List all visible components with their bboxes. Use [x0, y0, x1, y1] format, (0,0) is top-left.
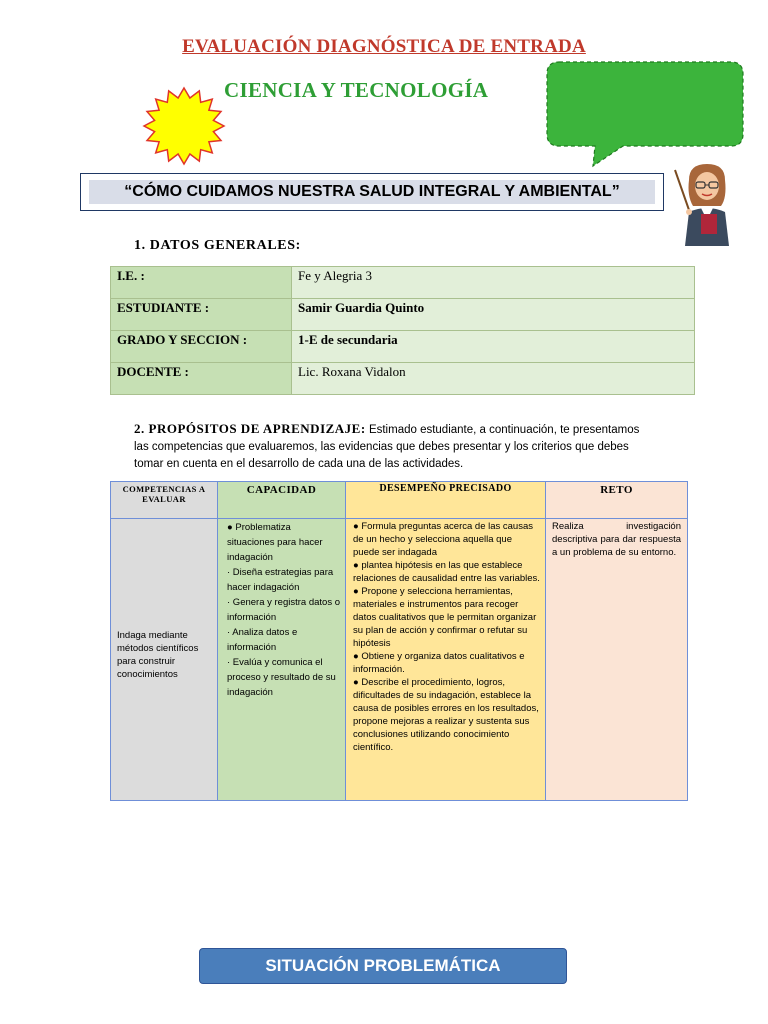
row-label-docente: DOCENTE :: [111, 363, 292, 395]
row-label-grado: GRADO Y SECCION :: [111, 331, 292, 363]
header-reto: RETO: [546, 482, 688, 519]
situacion-problematica-button[interactable]: SITUACIÓN PROBLEMÁTICA: [199, 948, 567, 984]
document-title: EVALUACIÓN DIAGNÓSTICA DE ENTRADA: [182, 36, 586, 57]
header-capacidad: CAPACIDAD: [218, 482, 346, 519]
list-item: · Evalúa y comunica el proceso y resultado de su indagación: [227, 657, 336, 698]
list-item: · Diseña estrategias para hacer indagación: [227, 567, 334, 593]
capacidad-cell: [218, 519, 346, 801]
teacher-illustration: [667, 162, 745, 246]
list-item: · Genera y registra datos o información: [227, 597, 340, 623]
table-row: [111, 267, 695, 299]
table-row: [111, 363, 695, 395]
section-heading-propositos: 2. PROPÓSITOS DE APRENDIZAJE:: [134, 421, 366, 436]
list-item: · Analiza datos e información: [227, 627, 298, 653]
row-value-estudiante: Samir Guardia Quinto: [292, 299, 695, 331]
table-row: [111, 519, 688, 801]
row-value-ie: Fe y Alegria 3: [292, 267, 695, 299]
topic-banner: [80, 173, 664, 211]
list-item: ● Obtiene y organiza datos cualitativos e información.: [353, 651, 525, 675]
section-intro-text: Estimado estudiante, a continuación, te presentamos las competencias que evaluaremos, las evidencias que debes presentar y los criterios que debes tomar en cuenta en el desarrollo de cada una de las actividades.: [134, 424, 640, 470]
document-subtitle: CIENCIA Y TECNOLOGÍA: [224, 78, 489, 102]
list-item: ● Propone y selecciona herramientas, materiales e instrumentos para recoger datos cualitativos que le permitan organizar su plan de acción y confirmar o refutar su hipótesis: [353, 586, 537, 649]
header-desempeno: DESEMPEÑO PRECISADO: [346, 482, 546, 519]
row-value-grado: 1-E de secundaria: [292, 331, 695, 363]
list-item: ● Describe el procedimiento, logros, dificultades de su indagación, establece la causa de posibles errores en los resultados, propone mejoras a realizar y sustenta sus conclusiones utilizando conocimiento científico.: [353, 677, 539, 753]
desempeno-cell: [346, 519, 546, 801]
topic-text: “CÓMO CUIDAMOS NUESTRA SALUD INTEGRAL Y AMBIENTAL”: [89, 180, 655, 204]
section-heading-datos-generales: 1. DATOS GENERALES:: [134, 238, 301, 253]
table-row: [111, 299, 695, 331]
table-header-row: [111, 482, 688, 519]
competencia-cell: Indaga mediante métodos científicos para construir conocimientos: [111, 519, 218, 801]
table-row: [111, 331, 695, 363]
row-label-estudiante: ESTUDIANTE :: [111, 299, 292, 331]
section-proposito: [134, 421, 654, 472]
speech-bubble-icon: [545, 60, 745, 170]
header-competencias: COMPETENCIAS A EVALUAR: [111, 482, 218, 519]
list-item: ● Formula preguntas acerca de las causas de un hecho y selecciona aquella que puede ser indagada: [353, 521, 533, 558]
list-item: ● plantea hipótesis en las que establece relaciones de causalidad entre las variables.: [353, 560, 540, 584]
general-data-table: [110, 266, 695, 395]
row-label-ie: I.E. :: [111, 267, 292, 299]
reto-cell: Realiza investigación descriptiva para dar respuesta a un problema de su entorno.: [546, 519, 688, 801]
competencias-table: [110, 481, 688, 801]
list-item: ● Problematiza situaciones para hacer indagación: [227, 522, 323, 563]
row-value-docente: Lic. Roxana Vidalon: [292, 363, 695, 395]
